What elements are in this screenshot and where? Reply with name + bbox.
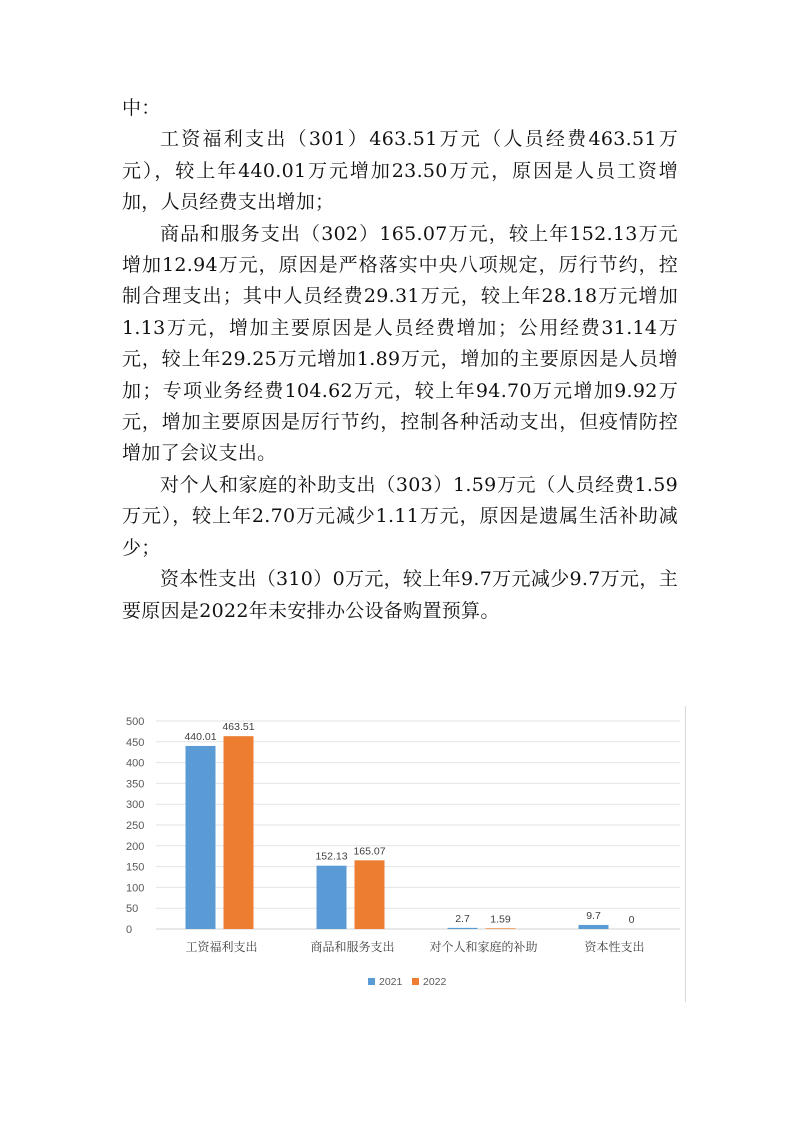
- data-label: 9.7: [586, 909, 601, 922]
- chart-border-line: [685, 706, 686, 1002]
- data-label: 152.13: [315, 850, 348, 863]
- bar: [448, 928, 478, 929]
- category-label: 资本性支出: [584, 940, 645, 954]
- bar: [579, 925, 609, 929]
- data-label: 463.51: [222, 721, 255, 734]
- bar: [355, 860, 385, 929]
- data-label: 2.7: [455, 912, 470, 925]
- expenditure-bar-chart: [110, 703, 690, 1003]
- document-body: [122, 93, 678, 627]
- data-label: 165.07: [353, 845, 386, 858]
- y-tick-label: 250: [126, 820, 145, 832]
- y-tick-label: 350: [126, 778, 145, 791]
- data-label: 440.01: [184, 730, 217, 743]
- paragraph-wages: 工资福利支出（301）463.51万元（人员经费463.51万元），较上年440.01万元增加23.50万元，原因是人员工资增加，人员经费支出增加；: [122, 128, 678, 214]
- category-label: 商品和服务支出: [310, 940, 395, 954]
- bar: [224, 736, 254, 929]
- paragraph-intro: 中：: [122, 97, 161, 119]
- data-label: 1.59: [490, 913, 511, 926]
- paragraph-capital: 资本性支出（310）0万元，较上年9.7万元减少9.7万元，主要原因是2022年未安排办公设备购置预算。: [122, 568, 678, 622]
- legend-label: 2021: [379, 976, 403, 988]
- legend-label: 2022: [423, 976, 447, 988]
- bar: [317, 866, 347, 929]
- y-tick-label: 200: [126, 840, 145, 853]
- y-tick-label: 500: [126, 716, 145, 728]
- bar: [486, 928, 516, 929]
- y-tick-label: 50: [126, 903, 139, 916]
- y-tick-label: 150: [126, 861, 145, 874]
- paragraph-goods-services: 商品和服务支出（302）165.07万元，较上年152.13万元增加12.94万元，原因是严格落实中央八项规定，厉行节约，控制合理支出；其中人员经费29.31万元，较上年28.18万元增加1.13万元，增加主要原因是人员经费增加；公用经费31.14万元，较上年29.25万元增加1.89万元，增加的主要原因是人员增加；专项业务经费104.62万元，较上年94.70万元增加9.92万元，增加主要原因是厉行节约，控制各种活动支出，但疫情防控增加了会议支出。: [122, 222, 678, 465]
- data-label: 0: [628, 914, 635, 926]
- legend-swatch: [412, 978, 419, 985]
- paragraph-subsidies: 对个人和家庭的补助支出（303）1.59万元（人员经费1.59万元），较上年2.70万元减少1.11万元，原因是遗属生活补助减少；: [122, 473, 678, 559]
- y-tick-label: 450: [126, 736, 145, 749]
- chart-svg: [110, 703, 690, 1003]
- y-tick-label: 100: [126, 882, 145, 895]
- legend-swatch: [368, 978, 375, 985]
- category-label: 工资福利支出: [185, 940, 258, 954]
- category-label: 对个人和家庭的补助: [429, 940, 538, 954]
- y-tick-label: 0: [126, 924, 133, 936]
- bar: [186, 746, 216, 929]
- y-tick-label: 300: [126, 799, 145, 812]
- y-tick-label: 400: [126, 757, 145, 770]
